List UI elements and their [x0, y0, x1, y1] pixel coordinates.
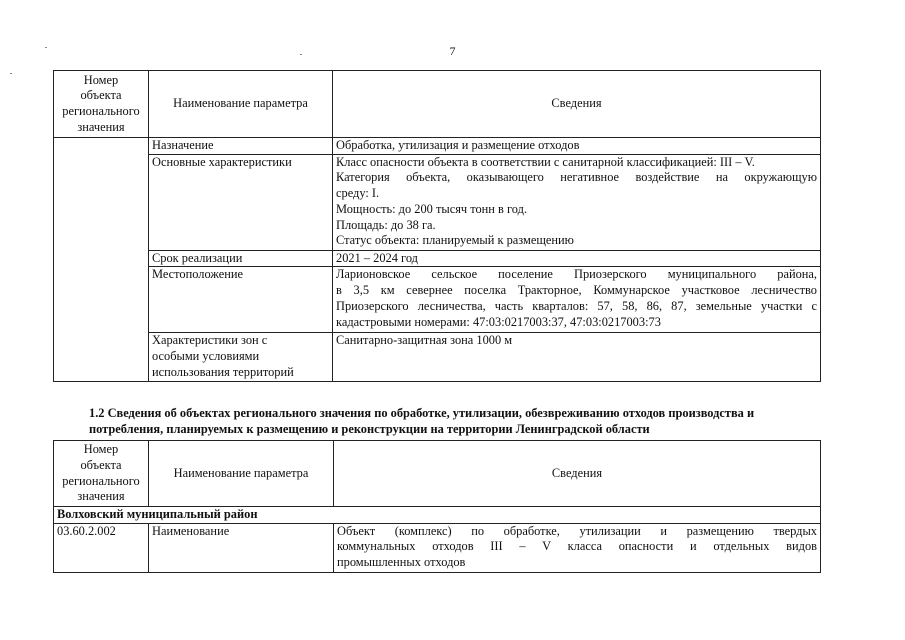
- parameter-cell: [149, 138, 333, 155]
- parameter-line: использования территорий: [152, 364, 294, 379]
- page-number: 7: [449, 44, 456, 58]
- object-parameters-table: [53, 70, 821, 382]
- info-line: Обработка, утилизация и размещение отходов: [336, 138, 580, 152]
- table-row: [54, 523, 821, 572]
- info-line: Категория объекта, оказывающего негативное воздействие на окружающую: [336, 170, 817, 185]
- parameter-line: особыми условиями: [152, 349, 260, 364]
- header-number-line: регионального: [62, 104, 140, 118]
- table-header-row: [54, 441, 821, 507]
- info-line: коммунальных отходов III – V класса опасности и отдельных видов: [337, 539, 817, 554]
- table-row: [54, 267, 821, 333]
- table-row: [54, 250, 821, 267]
- header-parameter-name: Наименование параметра: [149, 71, 333, 138]
- parameter-line: Срок реализации: [152, 250, 243, 265]
- header-number-line: объекта: [80, 457, 122, 472]
- parameter-cell: [149, 154, 333, 250]
- info-cell: [333, 333, 821, 382]
- info-line: Статус объекта: планируемый к размещению: [336, 233, 574, 248]
- object-number-cell: [54, 138, 149, 382]
- scan-speck: [300, 54, 302, 55]
- info-line: Ларионовское сельское поселение Приозерского муниципального района,: [336, 267, 817, 282]
- info-line: 2021 – 2024 год: [336, 250, 418, 265]
- info-cell: [333, 267, 821, 333]
- info-cell: [333, 154, 821, 250]
- parameter-cell: Наименование: [149, 523, 334, 572]
- parameter-line: Основные характеристики: [152, 154, 292, 169]
- district-row: [54, 507, 821, 524]
- info-line: в 3,5 км севернее поселка Тракторное, Коммунарское участковое лесничество: [336, 283, 817, 298]
- info-line: Площадь: до 38 га.: [336, 217, 436, 232]
- info-line: промышленных отходов: [337, 555, 466, 570]
- regional-objects-table: [53, 440, 821, 573]
- header-object-number: [54, 441, 149, 507]
- info-cell: [334, 523, 821, 572]
- section-heading: 1.2 Сведения об объектах регионального значения по обработке, утилизации, обезвреживанию отходов производства и потребления, планируемых к размещению и реконструкции на территории Ленинградской области: [89, 406, 755, 436]
- header-object-number: [54, 71, 149, 138]
- table-row: [54, 138, 821, 155]
- scan-speck: [45, 47, 47, 48]
- object-number-cell: 03.60.2.002: [54, 523, 149, 572]
- header-info: Сведения: [334, 441, 821, 507]
- info-line: Объект (комплекс) по обработке, утилизации и размещению твердых: [337, 523, 817, 538]
- parameter-line: Местоположение: [152, 267, 243, 282]
- info-line: среду: I.: [336, 186, 380, 201]
- parameter-cell: [149, 250, 333, 267]
- table-row: [54, 333, 821, 382]
- info-line: Приозерского лесничества, часть кварталов: 57, 58, 86, 87, земельные участки с: [336, 298, 817, 313]
- info-cell: [333, 138, 821, 155]
- info-line: Мощность: до 200 тысяч тонн в год.: [336, 201, 528, 216]
- header-number-line: значения: [77, 489, 125, 504]
- header-number-line: значения: [77, 119, 125, 134]
- header-number-line: регионального: [62, 473, 140, 488]
- info-line: Санитарно-защитная зона 1000 м: [336, 333, 513, 348]
- header-parameter-name: Наименование параметра: [149, 441, 334, 507]
- parameter-line: Характеристики зон с: [152, 333, 268, 348]
- info-line: кадастровыми номерами: 47:03:0217003:37, 47:03:0217003:73: [336, 314, 661, 329]
- parameter-line: Назначение: [152, 138, 214, 152]
- header-number-line: объекта: [80, 88, 122, 103]
- header-number-line: Номер: [83, 442, 119, 457]
- table-header-row: [54, 71, 821, 138]
- info-line: Класс опасности объекта в соответствии с санитарной классификацией: III – V.: [336, 154, 755, 169]
- parameter-cell: [149, 333, 333, 382]
- table-row: [54, 154, 821, 250]
- district-name: Волховский муниципальный район: [54, 507, 821, 524]
- info-cell: [333, 250, 821, 267]
- header-number-line: Номер: [83, 72, 119, 87]
- header-info: Сведения: [333, 71, 821, 138]
- scan-speck: [10, 73, 12, 74]
- parameter-cell: [149, 267, 333, 333]
